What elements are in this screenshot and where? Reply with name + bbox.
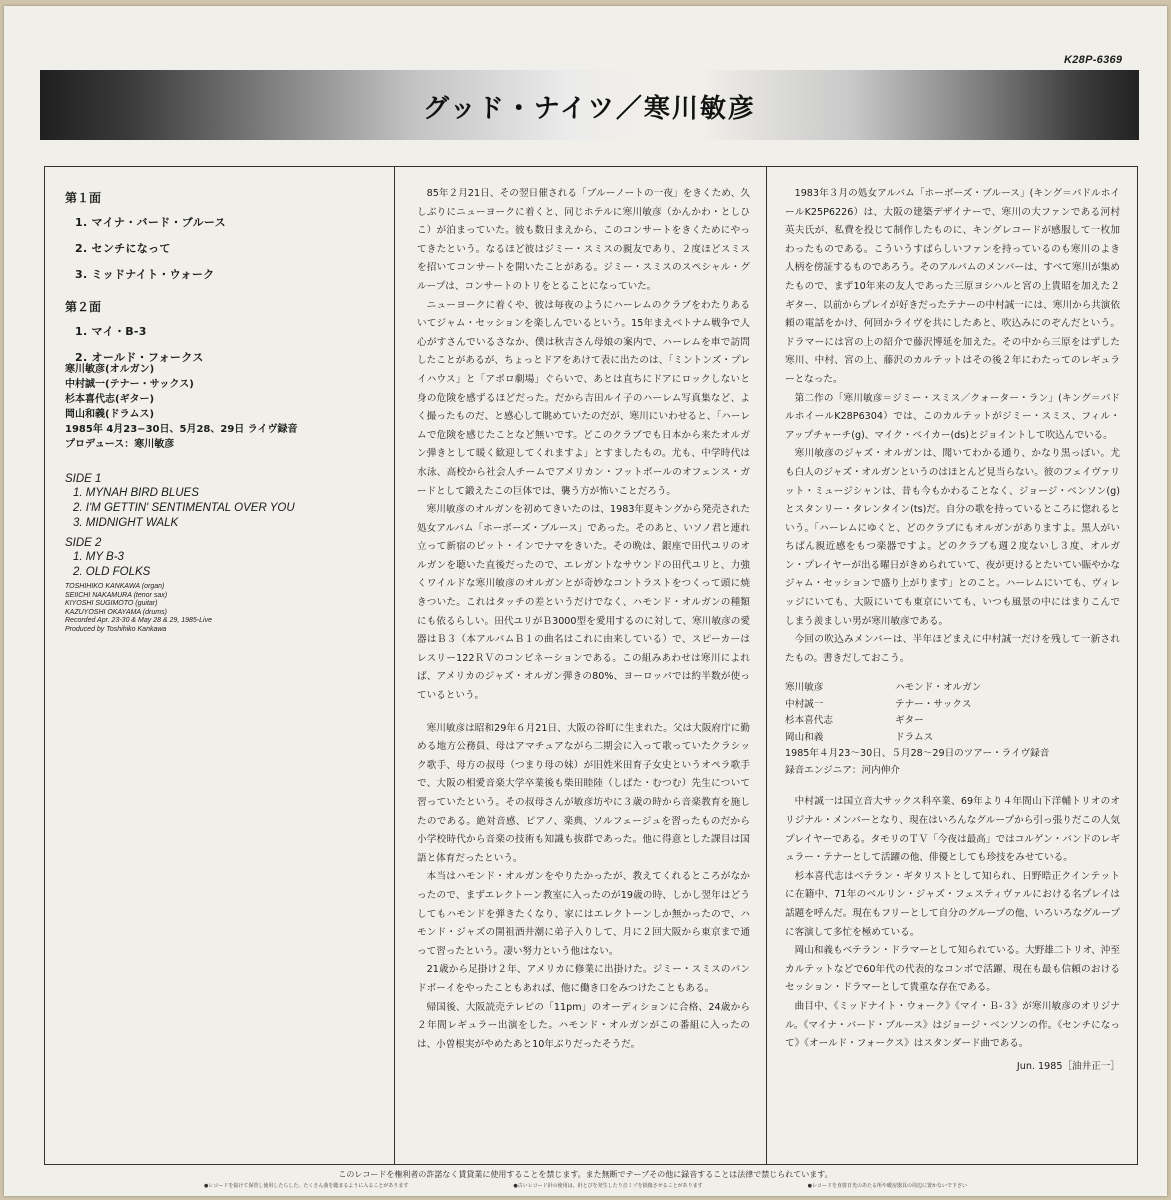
liner-paragraph: 第二作の「寒川敏彦＝ジミー・スミス／クォーター・ラン」(キング＝パドルホイールK28P6304）では、このカルテットがジミー・スミス、フィル・アップチャーチ(g)、マイク・ベイカー(ds)とジョイントして吹込んでいる。 xyxy=(785,392,1120,441)
personnel-line: 岡山和義(ドラムス) xyxy=(65,409,155,420)
member-name: 寒川敏彦 xyxy=(785,682,824,694)
liner-notes-column-middle xyxy=(417,185,750,1054)
producer-line: プロデュース：寒川敏彦 xyxy=(65,439,175,450)
credit-line: Produced by Toshihiko Kankawa xyxy=(65,625,167,633)
liner-paragraph: 杉本喜代志はベテラン・ギタリストとして知られ、日野晧正クインテットに在籍中、71年のベルリン・ジャズ・フェスティヴァルにおける名プレイは話題を呼んだ。現在もフリーとして自分のグループの他、いろいろなグループに客演して多忙を極めている。 xyxy=(785,870,1120,938)
track-item: 3. ミッドナイト・ウォーク xyxy=(75,268,215,281)
recording-line: 1985年 4月23−30日、5月28、29日 ライヴ録音 xyxy=(65,424,298,435)
liner-paragraph: 今回の吹込みメンバーは、半年ほどまえに中村誠一だけを残して一新されたもの。書きだしておこう。 xyxy=(785,634,1120,664)
column-divider xyxy=(394,167,395,1164)
credit-line: SEIICHI NAKAMURA (tenor sax) xyxy=(65,591,168,599)
liner-paragraph: 寒川敏彦のジャズ・オルガンは、聞いてわかる通り、かなり黒っぽい。尤も白人のジャズ・オルガンというのはほとんど見当らない。彼のフェイヴァリット・ミュージシャンは、昔も今もかわることなく、ジョージ・ベンソン(g)とスタンリー・タレンタイン(ts)だ。自分の歌を持っているところに惚れるという。「ハーレムにゆくと、どのクラブにもオルガンがありますよ。黒人がいちばん親近感をもつ楽器ですよ。どのクラブも週２度ないし３度、オルガン・プレイヤーが出る曜日がきめられていて、夜が更けるとたいてい賑やかなジャム・セッションで盛り上がります」とのこと。ハーレムにいても、ヴィレッジにいても、大阪にいても東京にいても、いつも風景の中にはまりこんでしまう羨ましい男が寒川敏彦である。 xyxy=(785,448,1121,627)
liner-notes-column-right xyxy=(785,185,1120,1076)
track-item: 1. マイ・B-3 xyxy=(75,325,147,338)
liner-notes-frame xyxy=(44,166,1138,1165)
liner-paragraph: 85年２月21日、その翌日催される「ブルーノートの一夜」をきくため、久しぶりにニューヨークに着くと、同じホテルに寒川敏彦（かんかわ・としひこ）が泊まっていた。彼も数日まえから、このコンサートをきくためにやってきたという。なるほど彼はジミー・スミスの親友であり、２度ほどスミスを招いてコンサートを開いたことがある。ジミー・スミスのスペシャル・グループは、コンサートのトリをとることになっていた。 xyxy=(417,188,750,292)
side-1-heading: SIDE 1 xyxy=(65,473,102,485)
liner-paragraph: 帰国後、大阪読売テレビの「11pm」のオーディションに合格、24歳から２年間レギュラー出演をした。ハモンド・オルガンがこの番組に入ったのは、小曽根実がやめたあと10年ぶりだったそうだ。 xyxy=(417,1001,750,1050)
personnel-japanese xyxy=(65,362,385,452)
side-2-heading: SIDE 2 xyxy=(65,537,102,549)
member-row xyxy=(785,713,1120,730)
liner-paragraph: 中村誠一は国立音大サックス科卒業、69年より４年間山下洋輔トリオのオリジナル・メンバーとなり、現在はいろんなグループから引っ張りだこの人気プレイヤーである。タモリのＴＶ「今夜は最高」ではコルゲン・バンドのレギュラー・テナーとして活躍の他、俳優としても珍技をみせている。 xyxy=(785,796,1120,864)
track-item: 2. オールド・フォークス xyxy=(75,351,204,364)
side-2-heading: 第２面 xyxy=(65,300,102,314)
member-row xyxy=(785,697,1120,714)
member-row xyxy=(785,730,1120,747)
credit-line: KAZUYOSHI OKAYAMA (drums) xyxy=(65,608,167,616)
track-item: 2. I'M GETTIN' SENTIMENTAL OVER YOU xyxy=(73,502,295,514)
record-inner-sleeve xyxy=(4,6,1167,1196)
liner-paragraph: 1983年３月の処女アルバム「ホーボーズ・ブルース」(キング＝パドルホイールK25P6226）は、大阪の建築デザイナーで、寒川の大ファンである河村英夫氏が、私費を投じて制作したものに、キングレコードが感服して一枚加わったものである。こういうすばらしいファンを持っているのも寒川のよき人柄を傍証するものであろう。そのアルバムのメンバーは、すべて寒川が集めたもので、まず10年来の友人であった三原ヨシハルと宮の上貴昭を加えた２ギター、以前からプレイが好きだったテナーの中村誠一には、寒川から共演依頼の電話をかけ、何回かライヴを共にしたあと、吹込みにのぞんだという。ドラマーには宮の上の紹介で藤沢博延を加えた。その中から三原をはずした寒川、中村、宮の上、藤沢のカルテットはその後２年にわたってのレギュラーとなった。 xyxy=(785,188,1120,385)
copyright-notice: このレコードを権利者の許諾なく賃貸業に使用することを禁じます。また無断でテープその他に録音することは法律で禁じられています。 xyxy=(338,1170,833,1179)
liner-paragraph: ニューヨークに着くや、彼は毎夜のようにハーレムのクラブをわたりあるいてジャム・セッションを楽しんでいるという。15年まえベトナム戦争で人心がすさんでいるさなか、僕は秋吉さん母娘の案内で、ハーレムを車で訪問したことがあるが、ちょっとドアをあけて表に出たのは、「ミントンズ・プレイハウス」と「アポロ劇場」ぐらいで、あとは直ちにドアにロックしないと身の危険を感ずるほどだった。だから吉田ルイ子のハーレム写真集など、よく撮ったものだ、と感心して眺めていたのだが、寒川にいわせると、「ハーレムで危険を感じたことなど無いです。どこのクラブでも日本から来たオルガン弾きとして暖く歓迎してくれますよ」とすましたもの。尤も、中学時代は水泳、高校から社会人チームでアメリカン・フットボールのオフェンス・ガードとして鍛えたこの巨体では、襲う方が怖いことだろう。 xyxy=(417,299,750,497)
care-line: ●レコードを抜けて保管し使用したらした、たくさん曲を聴まるように入ることがあります xyxy=(204,1183,409,1189)
column-divider xyxy=(766,167,767,1164)
credit-line: Recorded Apr. 23-30 & May 28 & 29, 1985-Live xyxy=(65,617,212,625)
personnel-line: 寒川敏彦(オルガン) xyxy=(65,364,155,375)
author-signature: Jun. 1985［油井正一］ xyxy=(1016,1060,1120,1072)
title-banner xyxy=(40,70,1139,140)
member-role: ドラムス xyxy=(895,731,934,743)
member-name: 杉本喜代志 xyxy=(785,715,833,727)
track-item: 1. マイナ・バード・ブルース xyxy=(75,216,226,229)
liner-paragraph: 曲目中、《ミッドナイト・ウォーク》《マイ・Ｂ-３》が寒川敏彦のオリジナル。《マイナ・バード・ブルース》はジョージ・ベンソンの作。《センチになって》《オールド・フォークス》はスタンダード曲である。 xyxy=(785,1000,1120,1050)
credit-line: TOSHIHIKO KANKAWA (organ) xyxy=(65,583,165,590)
member-role: テナー・サックス xyxy=(895,698,972,710)
track-item: 2. センチになって xyxy=(75,242,171,255)
liner-paragraph: 21歳から足掛け２年、アメリカに修業に出掛けた。ジミー・スミスのバンドボーイをやったこともあれば、他に働き口をみつけたこともある。 xyxy=(417,964,750,994)
care-line: ●古いレコード針の使用は、針とびを発生したり音ミゾを損傷させることがあります xyxy=(513,1183,703,1189)
track-item: 2. OLD FOLKS xyxy=(73,566,151,578)
personnel-line: 杉本喜代志(ギター) xyxy=(65,394,155,405)
track-item: 1. MYNAH BIRD BLUES xyxy=(73,487,199,499)
member-name: 岡山和義 xyxy=(785,731,824,743)
tracklist-english xyxy=(65,473,385,581)
recording-note: 1985年４月23〜30日、５月28〜29日のツアー・ライヴ録音 xyxy=(785,748,1050,760)
album-title: グッド・ナイツ／寒川敏彦 xyxy=(423,94,756,124)
liner-paragraph: 本当はハモンド・オルガンをやりたかったが、教えてくれるところがなかったので、まずエレクトーン教室に入ったのが19歳の時、しかし翌年はどうしてもハモンドを弾きたくなり、家にはエレクトーンしか無かったので、ハモンド・ジャズの開祖酒井潮に弟子入りして、月に２回大阪から東京まで通って習ったという。凄い努力という他はない。 xyxy=(417,871,750,957)
tracklist-japanese xyxy=(65,189,385,375)
engineer-credit: 録音エンジニア：河内伸介 xyxy=(785,764,900,776)
side-1-heading: 第１面 xyxy=(65,191,102,205)
liner-paragraph: 岡山和義もベテラン・ドラマーとして知られている。大野雄二トリオ、沖至カルテットなどで60年代の代表的なコンボで活躍、現在も最も信頼のおけるセッション・ドラマーとして貴重な存在である。 xyxy=(785,945,1120,994)
track-item: 3. MIDNIGHT WALK xyxy=(73,517,179,529)
member-role: ハモンド・オルガン xyxy=(895,682,982,694)
catalog-number: K28P-6369 xyxy=(1064,54,1123,66)
personnel-line: 中村誠一(テナー・サックス) xyxy=(65,379,194,390)
care-line: ●レコードを直射日光のあたる所や暖房器具の周辺に置かないで下さい xyxy=(807,1183,967,1189)
liner-paragraph: 寒川敏彦のオルガンを初めてきいたのは、1983年夏キングから発売された処女アルバム「ホーボーズ・ブルース」であった。そのあと、いソノ君と連れ立って新宿のピット・インでナマをきいた。その晩は、銀座で田代ユリのオルガンを聴いた直後だったので、エレガントなサウンドの田代ユリと、力強くワイルドな寒川敏彦のオルガンとが奇妙なコントラストをつくって頭に焼きついた。これはタッチの差というだけでなく、ハモンド・オルガンの種類にも依るらしい。田代ユリがＢ3000型を愛用するのに対して、寒川敏彦の愛器はＢ３（本アルバムＢ１の曲名はこれに由来している）で、スピーカーはレスリー122ＲＶのコンビネーションである。この組みあわせは寒川によれば、アメリカのジャズ・オルガン弾きの80%、ヨーロッパでは約半数が使っているという。 xyxy=(417,504,750,702)
care-instructions xyxy=(204,1182,967,1189)
liner-paragraph: 寒川敏彦は昭和29年６月21日、大阪の谷町に生まれた。父は大阪府庁に勤める地方公務員、母はアマチュアながら二期会に入って歌っていたクラシック歌手、母方の叔母（つまり母の妹）が旧姓米田育子女史というオペラ歌手で、大阪の相愛音楽大学卒業後も柴田睦陸（しばた・むつむ）先生について習っていたという。その叔母さんが敏彦坊やに３歳の時から音楽教育を施したのである。絶対音感、ピアノ、楽典、ソルフェージュを習ったものだから小学校時代から音楽の技術も知識も抜群であった。他に得意とした課目は国語と体育だったという。 xyxy=(417,722,750,864)
member-role: ギター xyxy=(895,715,924,727)
member-row xyxy=(785,680,1120,697)
track-item: 1. MY B-3 xyxy=(73,551,124,563)
credit-line: KIYOSHI SUGIMOTO (guitar) xyxy=(65,600,158,608)
member-name: 中村誠一 xyxy=(785,698,824,710)
member-table xyxy=(785,680,1120,779)
credits-english xyxy=(65,583,385,635)
